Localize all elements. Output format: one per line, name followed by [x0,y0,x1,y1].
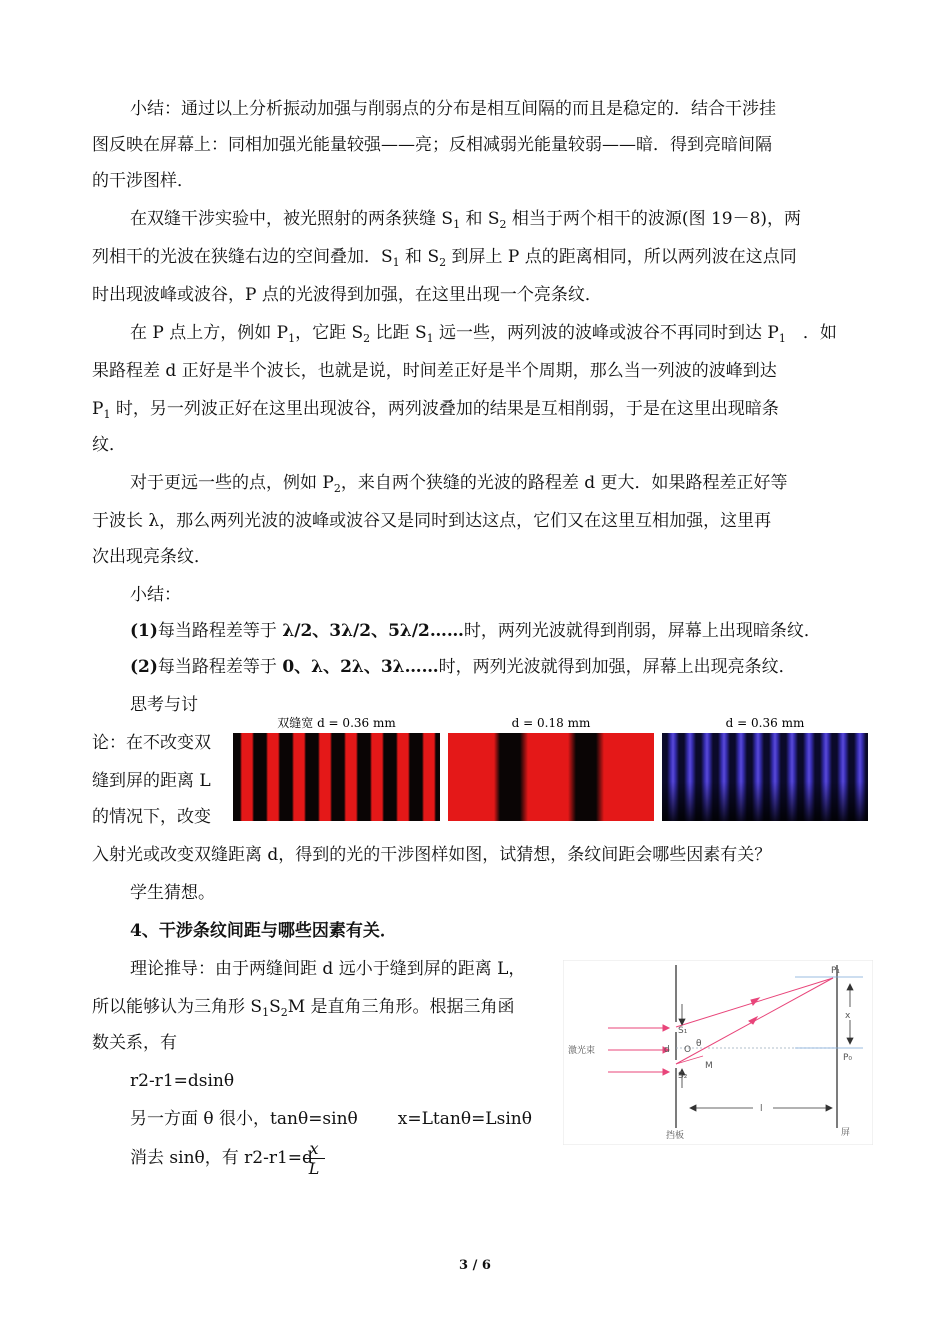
label-screen: 屏 [841,1128,851,1138]
label-laser: 激光束 [568,1046,596,1056]
discussion-line2: 论：在不改变双 [92,733,211,753]
figure-caption: 双缝宽 d = 0.36 mm [233,713,440,733]
label-x: x [845,1011,851,1021]
page-number: 3 / 6 [459,1258,491,1273]
discussion-line6: 学生猜想。 [130,883,215,903]
para2-line4: 纹． [92,435,126,455]
discussion-line1: 思考与讨 [130,695,198,715]
summary1-line2: 图反映在屏幕上：同相加强光能量较强——亮；反相减弱光能量较弱——暗．得到亮暗间隔 [92,135,772,155]
para3-line3: 次出现亮条纹． [92,547,211,567]
figure-caption: d = 0.36 mm [662,713,868,733]
label-o: O [684,1045,692,1055]
para2-line2: 果路程差 d 正好是半个波长，也就是说，时间差正好是半个周期，那么当一列波的波峰到达 [92,361,777,381]
para1-line1: 在双缝干涉实验中，被光照射的两条狭缝 $S_1$ 和 $S_2$ 相当于两个相干的波源(图 19－8)，两 [130,209,802,231]
interference-pattern-red-narrow [448,713,654,821]
para3-line1: 对于更远一些的点，例如 $P_2$，来自两个狭缝的光波的路程差 d 更大．如果路程差正好等 [130,473,788,495]
label-barrier: 挡板 [666,1131,685,1141]
double-slit-diagram [563,960,873,1145]
label-p0: P₀ [843,1053,853,1063]
section4-line5: 另一方面 θ 很小，tanθ=sinθ x=Ltanθ=Lsinθ [130,1109,532,1129]
summary1-line3: 的干涉图样． [92,171,194,191]
para1-line2: 列相干的光波在狭缝右边的空间叠加．$S_1$ 和 $S_2$ 到屏上 P 点的距离相同，所以两列波在这点同 [92,247,797,269]
label-d: d [664,1045,670,1055]
para1-line3: 时出现波峰或波谷，P 点的光波得到加强，在这里出现一个亮条纹． [92,285,602,305]
summary2-item1: (1)每当路程差等于 λ/2、3λ/2、5λ/2……时，两列光波就得到削弱，屏幕上出现暗条纹． [130,621,821,641]
interference-pattern-red-wide [233,713,440,821]
para3-line2: 于波长 λ，那么两列光波的波峰或波谷又是同时到达这点，它们又在这里互相加强，这里再 [92,511,772,531]
label-s1: S₁ [678,1026,688,1036]
para2-line3: $P_1$ 时，另一列波正好在这里出现波谷，两列波叠加的结果是互相削弱，于是在这里出现暗条 [92,399,779,421]
para2-line1: 在 P 点上方，例如 $P_1$，它距 $S_2$ 比距 $S_1$ 远一些，两列波的波峰或波谷不再同时到达 $P_1$ ．如 [130,323,837,345]
discussion-line5: 入射光或改变双缝距离 d，得到的光的干涉图样如图，试猜想，条纹间距会哪些因素有关？ [92,845,772,865]
section4-title: 4、干涉条纹间距与哪些因素有关． [130,921,397,941]
section4-line1: 理论推导：由于两缝间距 d 远小于缝到屏的距离 L， [130,959,526,979]
label-m: M [705,1061,713,1071]
summary2-title: 小结： [130,585,181,605]
equation-r2-r1: r2-r1=dsinθ [130,1071,235,1091]
discussion-line3: 缝到屏的距离 L [92,771,211,791]
interference-pattern-blue [662,713,868,821]
section4-line6: 消去 sinθ，有 r2-r1=d [130,1148,313,1168]
label-p1: P₁ [831,966,841,976]
label-theta: θ [696,1039,702,1049]
figure-caption: d = 0.18 mm [448,713,654,733]
summary1-line1: 小结：通过以上分析振动加强与削弱点的分布是相互间隔的而且是稳定的．结合干涉挂 [130,99,776,119]
summary2-item2: (2)每当路程差等于 0、λ、2λ、3λ……时，两列光波就得到加强，屏幕上出现亮条纹． [130,657,796,677]
section4-line2: 所以能够认为三角形 $S_1S_2M$ 是直角三角形。根据三角函 [92,997,515,1019]
section4-line3: 数关系，有 [92,1033,177,1053]
label-l: l [760,1104,763,1114]
discussion-line4: 的情况下，改变 [92,807,211,827]
fraction-x-over-l: x L [303,1140,325,1179]
label-s2: S₂ [678,1071,688,1081]
